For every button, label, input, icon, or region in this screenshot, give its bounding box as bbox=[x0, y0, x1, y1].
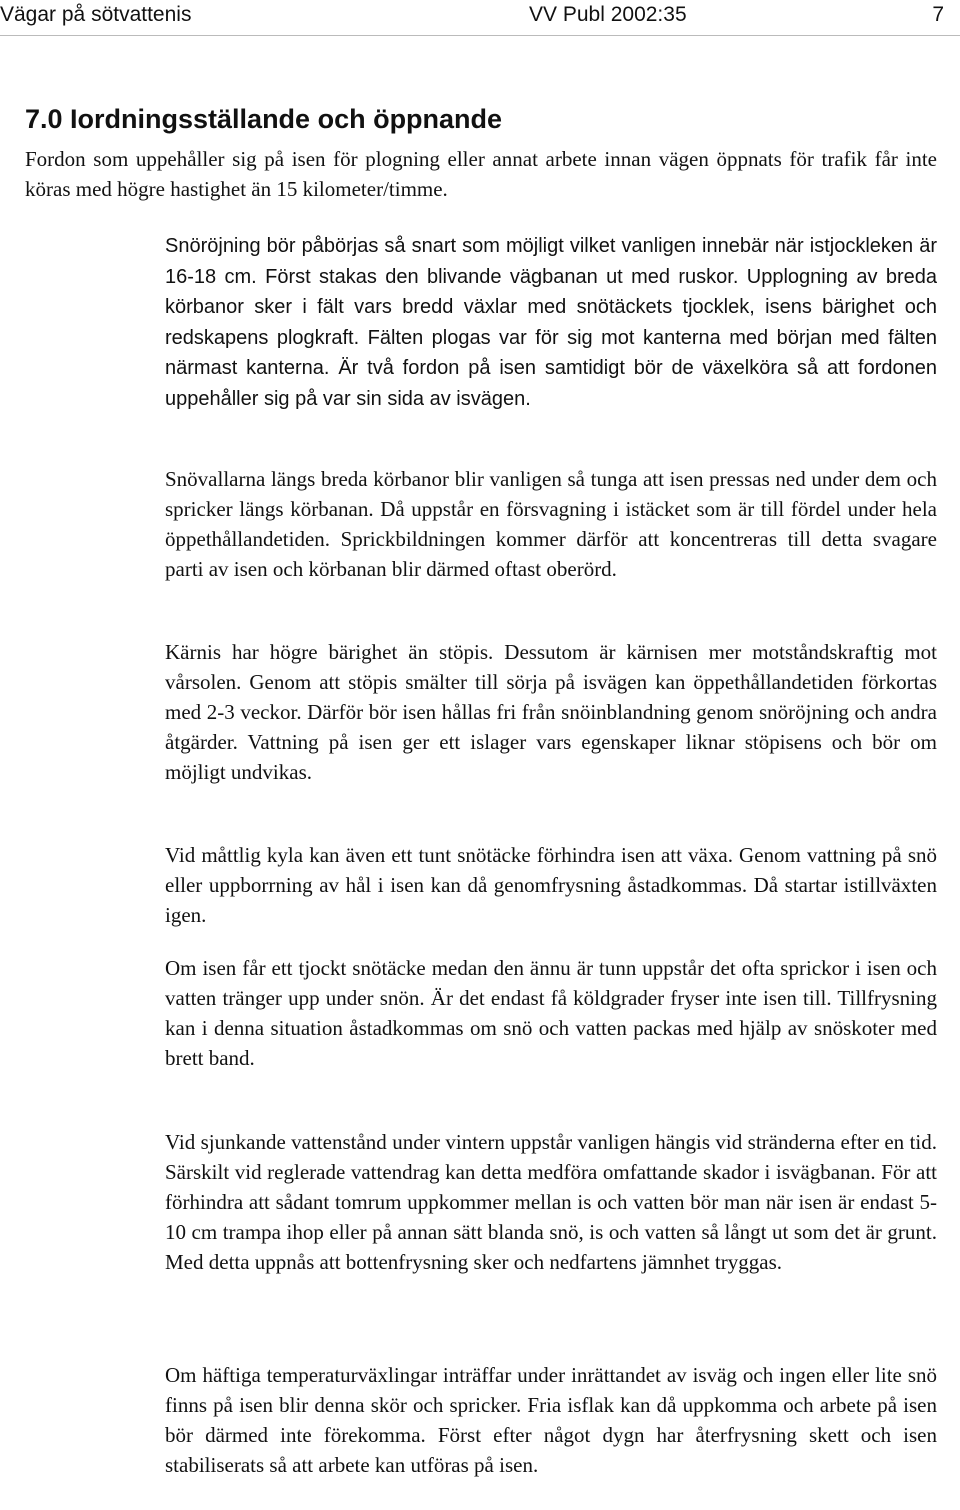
paragraph-7: Om häftiga temperaturväxlingar inträffar under inrättandet av isväg och ingen eller lite snö finns på isen blir denna skör och spricker. Fria isflak kan då uppkomma och arbete på isen bör därmed inte förekomma. Först efter något dygn har återfrysning skett och isen stabiliserats så att arbete kan utföras på isen. bbox=[165, 1363, 937, 1477]
page-header bbox=[0, 0, 960, 30]
paragraph-2: Snövallarna längs breda körbanor blir vanligen så tunga att isen pressas ned under dem och spricker längs körbanan. Då uppstår en försvagning i istäcket som är till fördel under hela öppethållandetiden. Sprickbildningen kommer därför att koncentreras till detta svagare parti av isen och körbanan blir därmed oftast oberörd. bbox=[165, 467, 937, 581]
page-number: 7 bbox=[932, 3, 944, 26]
paragraph-4: Vid måttlig kyla kan även ett tunt snötäcke förhindra isen att växa. Genom vattning på snö eller uppborrning av hål i isen kan då genomfrysning åstadkommas. Då startar istillväxten igen. bbox=[165, 843, 937, 927]
publication-number: VV Publ 2002:35 bbox=[529, 3, 687, 26]
paragraph-5: Om isen får ett tjockt snötäcke medan den ännu är tunn uppstår det ofta sprickor i isen och vatten tränger upp under snön. Är det endast få köldgrader fryser inte isen till. Tillfrysning kan i denna situation åstadkommas om snö och vatten packas med hjälp av snöskoter med brett band. bbox=[165, 956, 937, 1070]
section-heading: 7.0 Iordningsställande och öppnande bbox=[25, 104, 503, 134]
paragraph-6: Vid sjunkande vattenstånd under vintern uppstår vanligen hängis vid stränderna efter en tid. Särskilt vid reglerade vattendrag kan detta medföra omfattande skador i isvägbanan. För att förhindra att sådant tomrum uppkommer mellan is och vatten bör man när isen är endast 5-10 cm trampa ihop eller på annan sätt blanda snö, is och vatten så långt ut som det är grunt. Med detta uppnås att bottenfrysning sker och nedfartens jämnhet tryggas. bbox=[165, 1130, 937, 1274]
header-divider bbox=[0, 35, 960, 36]
paragraph-3: Kärnis har högre bärighet än stöpis. Dessutom är kärnisen mer motståndskraftig mot vårsolen. Genom att stöpis smälter till sörja på isvägen kan öppethållandetiden förkortas med 2-3 veckor. Därför bör isen hållas fri från snöinblandning genom snöröjning och andra åtgärder. Vattning på isen ger ett islager vars egenskaper liknar stöpisens och bör om möjligt undvikas. bbox=[165, 640, 937, 784]
paragraph-1: Snöröjning bör påbörjas så snart som möjligt vilket vanligen innebär när istjockleken är 16-18 cm. Först stakas den blivande vägbanan ut med ruskor. Upplogning av breda körbanor sker i fält vars bredd växlar med snötäckets tjocklek, isens bärighet och redskapens plogkraft. Fälten plogas var för sig mot kanterna med början med fälten närmast kanterna. Är två fordon på isen samtidigt bör de växelköra så att fordonen uppehåller sig på var sin sida av isvägen. bbox=[165, 235, 937, 410]
intro-paragraph: Fordon som uppehåller sig på isen för plogning eller annat arbete innan vägen öppnats för trafik får inte köras med högre hastighet än 15 kilometer/timme. bbox=[25, 147, 937, 201]
document-title: Vägar på sötvattenis bbox=[0, 3, 192, 26]
